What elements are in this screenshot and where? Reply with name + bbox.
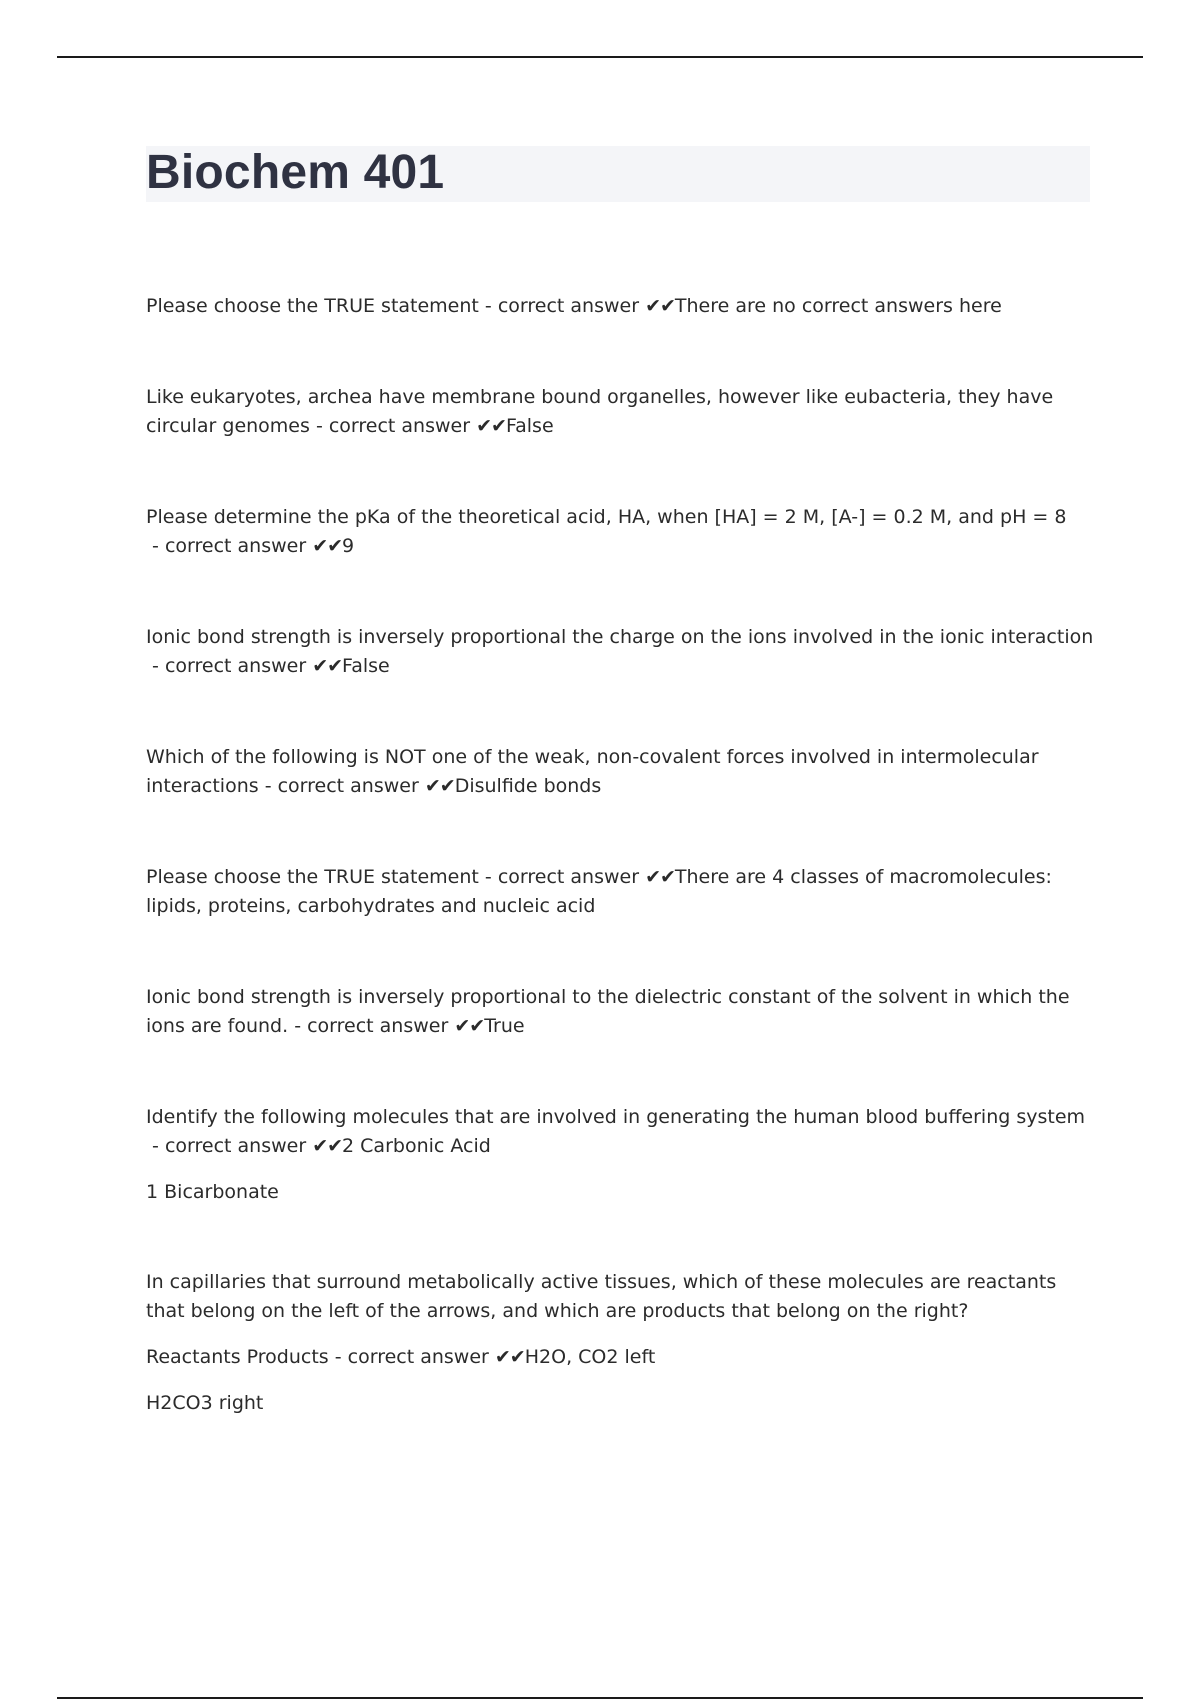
qa-item-7 bbox=[146, 983, 1096, 1041]
qa-item-5 bbox=[146, 743, 1096, 801]
answer-label: correct answer bbox=[497, 295, 640, 317]
answer-label: correct answer bbox=[328, 415, 471, 437]
question-text: Please choose the TRUE statement bbox=[146, 866, 479, 888]
answer-text: False bbox=[505, 415, 554, 437]
answer-label: correct answer bbox=[164, 1135, 307, 1157]
question-text: Ionic bond strength is inversely proportional the charge on the ions involved in the ionic interaction bbox=[146, 626, 1094, 648]
check-marks-icon: ✔✔ bbox=[645, 866, 675, 888]
top-rule bbox=[57, 56, 1143, 58]
separator: - bbox=[288, 1015, 308, 1037]
question-lead-text: In capillaries that surround metabolically active tissues, which of these molecules are reactants that belong on the left of the arrows, and which are products that belong on the right? bbox=[146, 1271, 1057, 1322]
question-continuation bbox=[146, 1343, 1096, 1372]
check-marks-icon: ✔✔ bbox=[645, 295, 675, 317]
check-marks-icon: ✔✔ bbox=[476, 415, 506, 437]
question-text: Ionic bond strength is inversely proportional to the dielectric constant of the solvent in which the ions are found. bbox=[146, 986, 1070, 1037]
qa-item-2 bbox=[146, 383, 1096, 441]
qa-item-6 bbox=[146, 863, 1096, 921]
answer-extra-line: 1 Bicarbonate bbox=[146, 1181, 279, 1203]
answer-label: correct answer bbox=[347, 1346, 489, 1368]
question-text: Identify the following molecules that are involved in generating the human blood buffering system bbox=[146, 1106, 1086, 1128]
separator: - bbox=[478, 295, 498, 317]
qa-item-9 bbox=[146, 1268, 1096, 1418]
qa-item-1 bbox=[146, 292, 1096, 321]
check-marks-icon: ✔✔ bbox=[454, 1015, 485, 1037]
answer-label: correct answer bbox=[277, 775, 419, 797]
answer-label: correct answer bbox=[164, 655, 307, 677]
separator: - bbox=[478, 866, 498, 888]
answer-text: True bbox=[484, 1015, 525, 1037]
question-text: Which of the following is NOT one of the weak, non-covalent forces involved in intermolecular interactions bbox=[146, 746, 1039, 797]
answer-label: correct answer bbox=[164, 535, 307, 557]
separator: - bbox=[146, 535, 165, 557]
answer-text: There are 4 classes of macromolecules: lipids, proteins, carbohydrates and nucleic acid bbox=[146, 866, 1052, 917]
qa-item-4 bbox=[146, 623, 1096, 681]
answer-text: 9 bbox=[342, 535, 355, 557]
check-marks-icon: ✔✔ bbox=[494, 1346, 525, 1368]
answer-text: There are no correct answers here bbox=[674, 295, 1002, 317]
bottom-rule bbox=[57, 1697, 1143, 1699]
separator: - bbox=[146, 1135, 165, 1157]
check-marks-icon: ✔✔ bbox=[312, 1135, 343, 1157]
check-marks-icon: ✔✔ bbox=[424, 775, 455, 797]
answer-text: 2 Carbonic Acid bbox=[342, 1135, 491, 1157]
question-text: Please determine the pKa of the theoretical acid, HA, when [HA] = 2 M, [A-] = 0.2 M, and pH = 8 bbox=[146, 506, 1067, 528]
document-title: Biochem 401 bbox=[146, 146, 445, 199]
separator: - bbox=[328, 1346, 348, 1368]
qa-item-3 bbox=[146, 503, 1096, 561]
answer-extra-line: H2CO3 right bbox=[146, 1392, 264, 1414]
answer-text: Disulfide bonds bbox=[454, 775, 602, 797]
answer-text: False bbox=[342, 655, 390, 677]
question-text: Like eukaryotes, archea have membrane bound organelles, however like eubacteria, they have circular genomes bbox=[146, 386, 1054, 437]
separator: - bbox=[309, 415, 329, 437]
qa-item-8 bbox=[146, 1103, 1096, 1207]
answer-text: H2O, CO2 left bbox=[524, 1346, 656, 1368]
answer-label: correct answer bbox=[307, 1015, 449, 1037]
answer-label: correct answer bbox=[497, 866, 640, 888]
question-text: Reactants Products bbox=[146, 1346, 329, 1368]
separator: - bbox=[146, 655, 165, 677]
check-marks-icon: ✔✔ bbox=[312, 655, 343, 677]
separator: - bbox=[258, 775, 278, 797]
question-text: Please choose the TRUE statement bbox=[146, 295, 479, 317]
check-marks-icon: ✔✔ bbox=[312, 535, 343, 557]
